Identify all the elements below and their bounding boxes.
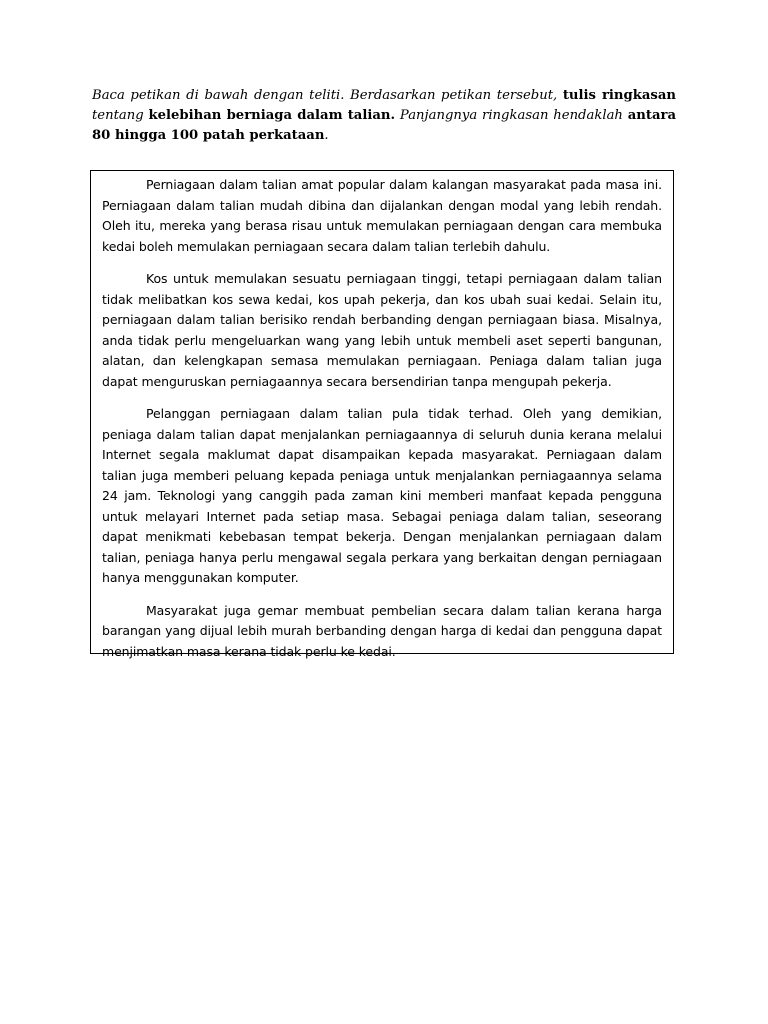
instruction-part-3: tentang <box>92 108 149 123</box>
instruction-part-1: Baca petikan di bawah dengan teliti. Berdasarkan petikan tersebut, <box>92 88 563 103</box>
instruction-part-4: kelebihan berniaga dalam talian. <box>148 108 396 123</box>
passage-paragraph-1: Perniagaan dalam talian amat popular dalam kalangan masyarakat pada masa ini. Perniagaan dalam talian mudah dibina dan dijalankan dengan modal yang lebih rendah. Oleh itu, mereka yang berasa risau untuk memulakan perniagaan dengan cara membuka kedai boleh memulakan perniagaan secara dalam talian terlebih dahulu. <box>102 177 662 254</box>
passage-paragraph-4: Masyarakat juga gemar membuat pembelian secara dalam talian kerana harga barangan yang dijual lebih murah berbanding dengan harga di kedai dan pengguna dapat menjimatkan masa kerana tidak perlu ke kedai. <box>102 602 662 659</box>
instruction-part-5: Panjangnya ringkasan hendaklah <box>395 108 628 123</box>
passage-box <box>90 170 674 659</box>
instruction-part-2: tulis ringkasan <box>562 88 676 103</box>
instruction-part-7: . <box>324 128 329 143</box>
instruction-part-6: antara 80 hingga 100 patah perkataan <box>92 108 676 143</box>
passage-paragraph-2: Kos untuk memulakan sesuatu perniagaan tinggi, tetapi perniagaan dalam talian tidak melibatkan kos sewa kedai, kos upah pekerja, dan kos ubah suai kedai. Selain itu, perniagaan dalam talian berisiko rendah berbanding dengan perniagaan biasa. Misalnya, anda tidak perlu mengeluarkan wang yang lebih untuk membeli aset seperti bangunan, alatan, dan kelengkapan semasa memulakan perniagaan. Peniaga dalam talian juga dapat menguruskan perniagaannya secara bersendirian tanpa mengupah pekerja. <box>102 271 662 389</box>
passage-paragraph-3: Pelanggan perniagaan dalam talian pula tidak terhad. Oleh yang demikian, peniaga dalam talian dapat menjalankan perniagaannya di seluruh dunia kerana melalui Internet segala maklumat dapat disampaikan kepada masyarakat. Perniagaan dalam talian juga memberi peluang kepada peniaga untuk menjalankan perniagaannya selama 24 jam. Teknologi yang canggih pada zaman kini memberi manfaat kepada pengguna untuk melayari Internet pada setiap masa. Sebagai peniaga dalam talian, seseorang dapat menikmati kebebasan tempat bekerja. Dengan menjalankan perniagaan dalam talian, peniaga hanya perlu mengawal segala perkara yang berkaitan dengan perniagaan hanya menggunakan komputer. <box>102 406 662 585</box>
instruction-text <box>92 86 676 146</box>
